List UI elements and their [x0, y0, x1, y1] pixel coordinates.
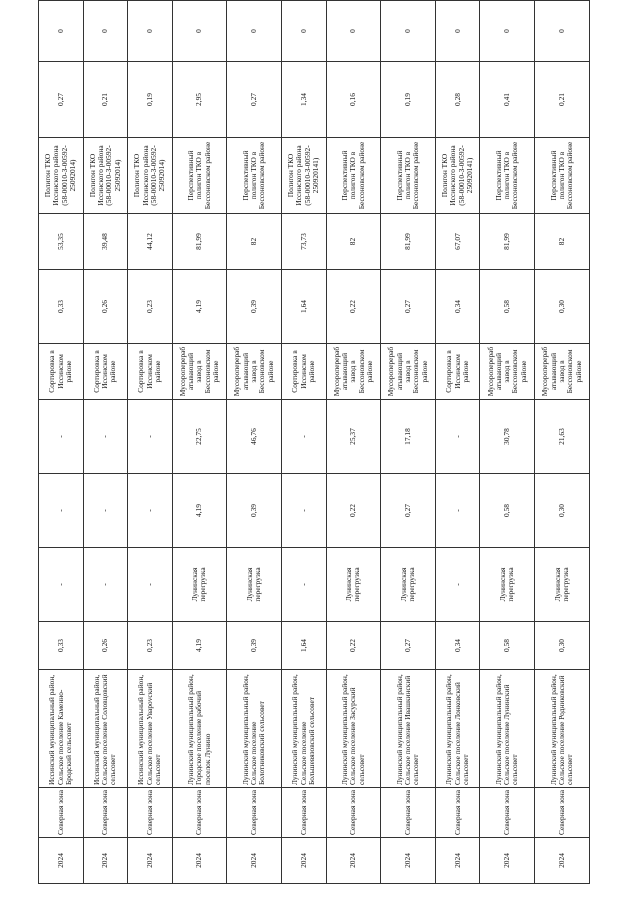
- sorting-site-cell: Мусороперерабатывающий завод в Бессоновском районе: [381, 344, 436, 400]
- transfer-station-cell: Лунинская перегрузка: [381, 548, 436, 622]
- utilization-cell: 82: [227, 214, 282, 270]
- transfer-station-cell: Лунинская перегрузка: [480, 548, 535, 622]
- sorting-volume-cell: 17,18: [381, 400, 436, 474]
- transfer-amount-cell: -: [83, 474, 128, 548]
- utilization-cell: 81,99: [381, 214, 436, 270]
- landfill-amount-cell: 2,95: [172, 62, 227, 138]
- transfer-station-cell: -: [39, 548, 84, 622]
- sorting-amount-cell: 0,27: [381, 270, 436, 344]
- amount-cell: 4,19: [172, 622, 227, 670]
- landfill-cell: Полигон ТКО Иссинского района (58-00010-З-00592-250920141): [435, 138, 480, 214]
- transfer-amount-cell: 0,27: [381, 474, 436, 548]
- landfill-cell: Полигон ТКО Иссинского района (58-00010-З-00592-25092014): [128, 138, 173, 214]
- zone-cell: Северная зона: [326, 788, 381, 838]
- transfer-amount-cell: 4,19: [172, 474, 227, 548]
- transfer-station-cell: Лунинская перегрузка: [227, 548, 282, 622]
- year-cell: 2024: [39, 838, 84, 884]
- municipality-cell: Иссинский муниципальный район, Сельское поселение Уварovский сельсовет: [128, 670, 173, 788]
- municipality-cell: Лунинский муниципальный район, Сельское поселение Болотниковский сельсовет: [227, 670, 282, 788]
- sorting-site-cell: Мусороперерабатывающий завод в Бессоновском районе: [172, 344, 227, 400]
- municipality-cell: Иссинский муниципальный район, Сельское поселение Соловцовский сельсовет: [83, 670, 128, 788]
- utilization-cell: 39,48: [83, 214, 128, 270]
- other-cell: 0: [39, 1, 84, 62]
- landfill-cell: Перспективный полигон ТКО в Бессоновском районе: [535, 138, 590, 214]
- landfill-amount-cell: 0,27: [227, 62, 282, 138]
- landfill-amount-cell: 0,21: [83, 62, 128, 138]
- zone-cell: Северная зона: [480, 788, 535, 838]
- sorting-site-cell: Мусороперерабатывающий завод в Бессоновском районе: [535, 344, 590, 400]
- landfill-cell: Полигон ТКО Иссинского района (58-00010-З-00592-25092014): [83, 138, 128, 214]
- transfer-station-cell: -: [128, 548, 173, 622]
- transfer-amount-cell: -: [39, 474, 84, 548]
- zone-cell: Северная зона: [535, 788, 590, 838]
- table-row: [435, 1, 480, 884]
- transfer-amount-cell: 0,58: [480, 474, 535, 548]
- table-row: [83, 1, 128, 884]
- landfill-amount-cell: 0,41: [480, 62, 535, 138]
- sorting-site-cell: Мусороперерабатывающий завод в Бессоновском районе: [326, 344, 381, 400]
- sorting-amount-cell: 0,22: [326, 270, 381, 344]
- sorting-amount-cell: 0,30: [535, 270, 590, 344]
- landfill-cell: Перспективный полигон ТКО в Бессоновском районе: [227, 138, 282, 214]
- amount-cell: 0,58: [480, 622, 535, 670]
- amount-cell: 0,30: [535, 622, 590, 670]
- landfill-amount-cell: 0,19: [128, 62, 173, 138]
- sorting-amount-cell: 0,26: [83, 270, 128, 344]
- table-row: [39, 1, 84, 884]
- zone-cell: Северная зона: [39, 788, 84, 838]
- sorting-amount-cell: 0,33: [39, 270, 84, 344]
- other-cell: 0: [435, 1, 480, 62]
- table-body: [39, 1, 590, 884]
- landfill-amount-cell: 0,19: [381, 62, 436, 138]
- sorting-site-cell: Мусороперерабатывающий завод в Бессоновском районе: [227, 344, 282, 400]
- sorting-amount-cell: 0,34: [435, 270, 480, 344]
- landfill-cell: Перспективный полигон ТКО в Бессоновском районе: [172, 138, 227, 214]
- table-row: [128, 1, 173, 884]
- landfill-amount-cell: 0,27: [39, 62, 84, 138]
- municipality-cell: Лунинский муниципальный район, Городское поселение рабочий поселок Лунино: [172, 670, 227, 788]
- sorting-volume-cell: 46,76: [227, 400, 282, 474]
- transfer-station-cell: -: [435, 548, 480, 622]
- year-cell: 2024: [128, 838, 173, 884]
- transfer-amount-cell: 0,30: [535, 474, 590, 548]
- amount-cell: 0,23: [128, 622, 173, 670]
- municipality-cell: Иссинский муниципальный район, Сельское поселение Каменно-Бродский сельсовет: [39, 670, 84, 788]
- landfill-amount-cell: 0,21: [535, 62, 590, 138]
- table-row: [535, 1, 590, 884]
- zone-cell: Северная зона: [435, 788, 480, 838]
- sorting-volume-cell: -: [83, 400, 128, 474]
- zone-cell: Северная зона: [83, 788, 128, 838]
- sorting-site-cell: Сортировка в Иссинском районе: [39, 344, 84, 400]
- amount-cell: 0,33: [39, 622, 84, 670]
- sorting-volume-cell: -: [39, 400, 84, 474]
- sorting-amount-cell: 0,58: [480, 270, 535, 344]
- year-cell: 2024: [381, 838, 436, 884]
- sorting-volume-cell: -: [435, 400, 480, 474]
- other-cell: 0: [281, 1, 326, 62]
- year-cell: 2024: [326, 838, 381, 884]
- municipality-cell: Лунинский муниципальный район, Сельское поселение Лонковский сельсовет: [435, 670, 480, 788]
- utilization-cell: 82: [326, 214, 381, 270]
- other-cell: 0: [535, 1, 590, 62]
- landfill-cell: Перспективный полигон ТКО в Бессоновском районе: [326, 138, 381, 214]
- sorting-volume-cell: -: [128, 400, 173, 474]
- zone-cell: Северная зона: [227, 788, 282, 838]
- table-row: [227, 1, 282, 884]
- landfill-amount-cell: 0,16: [326, 62, 381, 138]
- sorting-amount-cell: 0,39: [227, 270, 282, 344]
- landfill-amount-cell: 0,28: [435, 62, 480, 138]
- transfer-station-cell: -: [83, 548, 128, 622]
- sorting-volume-cell: 30,78: [480, 400, 535, 474]
- other-cell: 0: [227, 1, 282, 62]
- transfer-station-cell: Лунинская перегрузка: [172, 548, 227, 622]
- transfer-amount-cell: -: [128, 474, 173, 548]
- sorting-site-cell: Сортировка в Иссинском районе: [281, 344, 326, 400]
- zone-cell: Северная зона: [128, 788, 173, 838]
- zone-cell: Северная зона: [172, 788, 227, 838]
- municipality-cell: Лунинский муниципальный район, Сельское поселение Лунинский сельсовет: [480, 670, 535, 788]
- utilization-cell: 67,07: [435, 214, 480, 270]
- sorting-site-cell: Мусороперерабатывающий завод в Бессоновском районе: [480, 344, 535, 400]
- landfill-cell: Полигон ТКО Иссинского района (58-00010-З-00592-250920141): [281, 138, 326, 214]
- municipality-cell: Лунинский муниципальный район, Сельское поселение Родниковский сельсовет: [535, 670, 590, 788]
- transfer-amount-cell: 0,22: [326, 474, 381, 548]
- municipality-cell: Лунинский муниципальный район, Сельское поселение Ивашкинский сельсовет: [381, 670, 436, 788]
- other-cell: 0: [172, 1, 227, 62]
- sorting-amount-cell: 1,64: [281, 270, 326, 344]
- amount-cell: 0,39: [227, 622, 282, 670]
- year-cell: 2024: [435, 838, 480, 884]
- sorting-volume-cell: -: [281, 400, 326, 474]
- amount-cell: 0,22: [326, 622, 381, 670]
- transfer-amount-cell: -: [435, 474, 480, 548]
- year-cell: 2024: [227, 838, 282, 884]
- utilization-cell: 82: [535, 214, 590, 270]
- sorting-amount-cell: 4,19: [172, 270, 227, 344]
- year-cell: 2024: [535, 838, 590, 884]
- other-cell: 0: [381, 1, 436, 62]
- amount-cell: 1,64: [281, 622, 326, 670]
- table-row: [172, 1, 227, 884]
- year-cell: 2024: [83, 838, 128, 884]
- sorting-site-cell: Сортировка в Иссинском районе: [83, 344, 128, 400]
- municipality-cell: Лунинский муниципальный район, Сельское поселение Засурский сельсовет: [326, 670, 381, 788]
- amount-cell: 0,26: [83, 622, 128, 670]
- waste-flow-table: [38, 0, 590, 884]
- utilization-cell: 73,73: [281, 214, 326, 270]
- municipality-cell: Лунинский муниципальный район, Сельское поселение Большевязовский сельсовет: [281, 670, 326, 788]
- utilization-cell: 44,12: [128, 214, 173, 270]
- transfer-station-cell: -: [281, 548, 326, 622]
- sorting-volume-cell: 25,37: [326, 400, 381, 474]
- landfill-amount-cell: 1,34: [281, 62, 326, 138]
- amount-cell: 0,34: [435, 622, 480, 670]
- year-cell: 2024: [480, 838, 535, 884]
- transfer-station-cell: Лунинская перегрузка: [535, 548, 590, 622]
- landfill-cell: Перспективный полигон ТКО в Бессоновском районе: [480, 138, 535, 214]
- sorting-amount-cell: 0,23: [128, 270, 173, 344]
- other-cell: 0: [480, 1, 535, 62]
- other-cell: 0: [83, 1, 128, 62]
- utilization-cell: 81,99: [480, 214, 535, 270]
- transfer-amount-cell: 0,39: [227, 474, 282, 548]
- utilization-cell: 53,35: [39, 214, 84, 270]
- transfer-amount-cell: -: [281, 474, 326, 548]
- transfer-station-cell: Лунинская перегрузка: [326, 548, 381, 622]
- zone-cell: Северная зона: [281, 788, 326, 838]
- amount-cell: 0,27: [381, 622, 436, 670]
- table-row: [480, 1, 535, 884]
- sorting-volume-cell: 21,63: [535, 400, 590, 474]
- landfill-cell: Полигон ТКО Иссинского района (58-00010-З-00592-25092014): [39, 138, 84, 214]
- table-row: [326, 1, 381, 884]
- landfill-cell: Перспективный полигон ТКО в Бессоновском районе: [381, 138, 436, 214]
- year-cell: 2024: [281, 838, 326, 884]
- other-cell: 0: [326, 1, 381, 62]
- sorting-site-cell: Сортировка в Иссинском районе: [435, 344, 480, 400]
- utilization-cell: 81,99: [172, 214, 227, 270]
- other-cell: 0: [128, 1, 173, 62]
- table-row: [381, 1, 436, 884]
- sorting-site-cell: Сортировка в Иссинском районе: [128, 344, 173, 400]
- table-row: [281, 1, 326, 884]
- year-cell: 2024: [172, 838, 227, 884]
- zone-cell: Северная зона: [381, 788, 436, 838]
- rotated-page: [38, 21, 590, 884]
- sorting-volume-cell: 22,75: [172, 400, 227, 474]
